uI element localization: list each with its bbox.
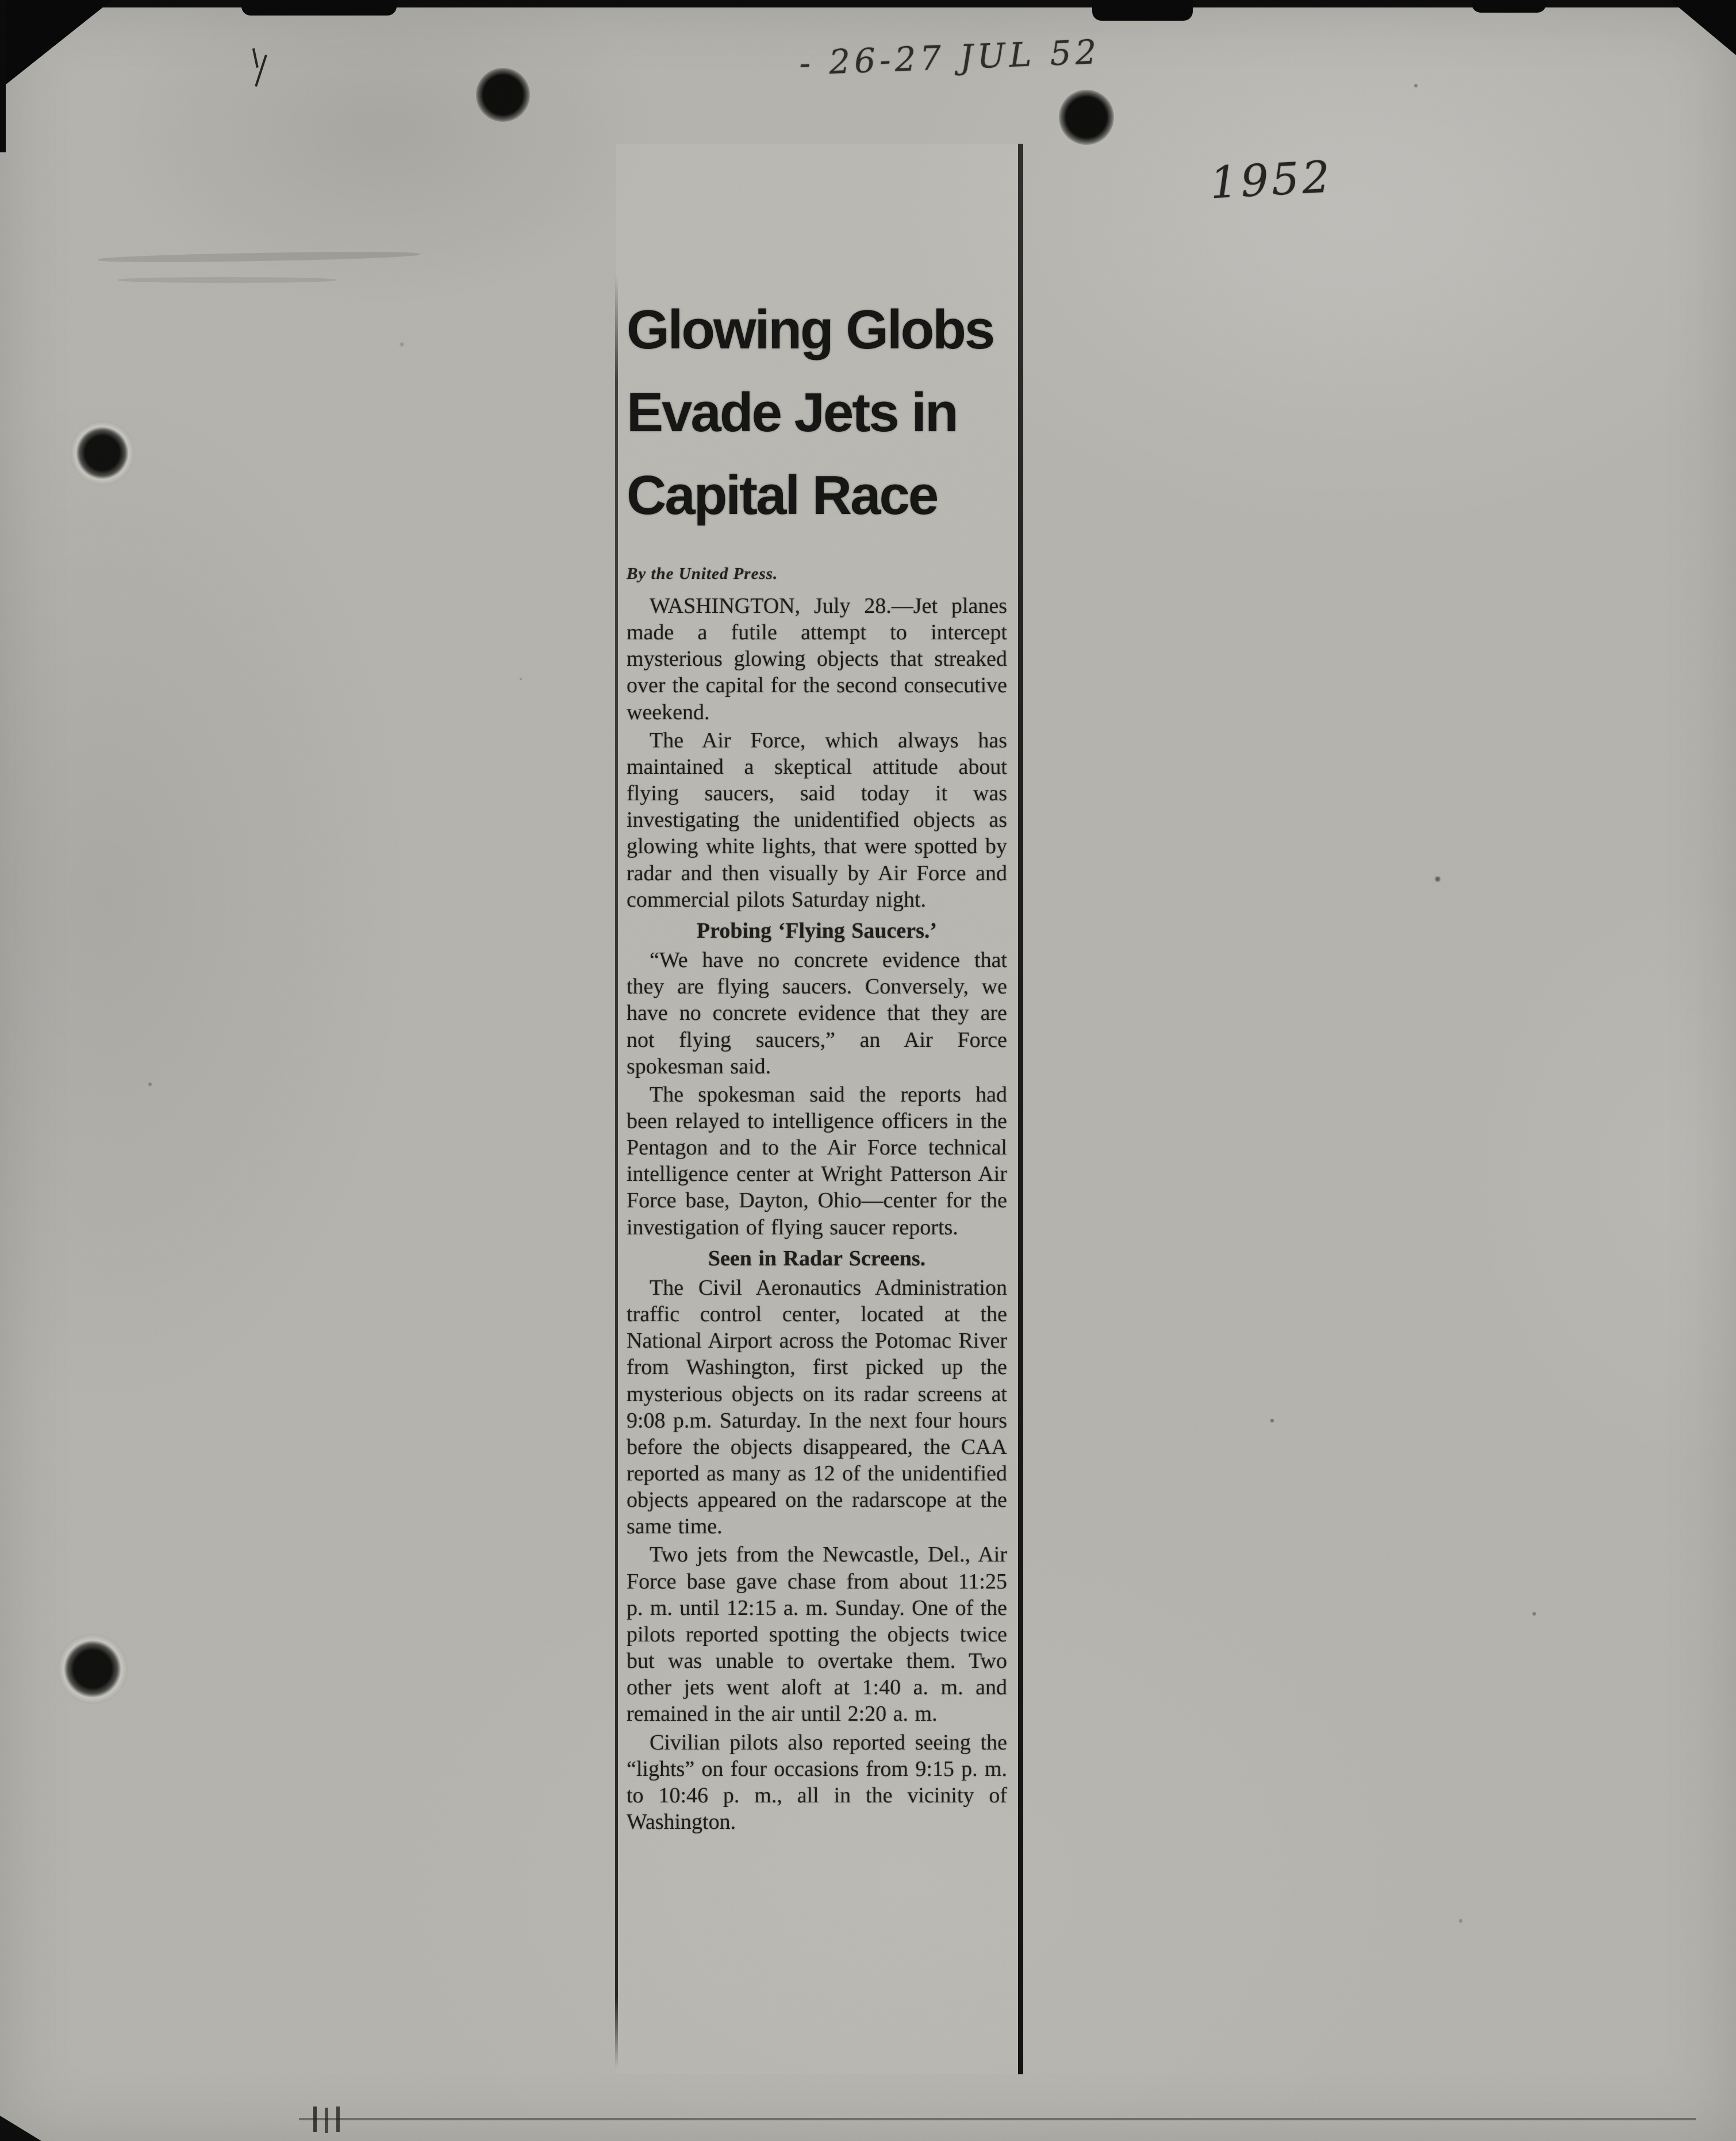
newspaper-clipping (616, 144, 1022, 2074)
headline-line: Evade Jets in (627, 382, 957, 443)
article-body (627, 593, 1007, 1835)
scan-edge-blob (1472, 0, 1546, 13)
punch-hole (1059, 90, 1114, 145)
scan-edge-left (0, 0, 6, 152)
scan-corner-bottom-left (0, 2116, 41, 2141)
headline-line: Capital Race (627, 465, 938, 526)
handwritten-year-note: 1952 (1208, 151, 1334, 209)
article-paragraph: The spokesman said the reports had been relayed to intelligence officers in the Pentagon and to the Air Force technical intelligence center at Wright Patterson Air Force base, Dayton, Ohio—center for the investigation of flying saucer reports. (627, 1082, 1007, 1240)
article-subhead: Seen in Radar Screens. (708, 1246, 926, 1271)
pencil-smudge (118, 277, 336, 283)
article-paragraph: The Air Force, which always has maintained a skeptical attitude about flying saucers, said today it was investigating the unidentified objects as glowing white lights, that were spotted by radar and then visually by Air Force and commercial pilots Saturday night. (627, 728, 1007, 912)
punch-hole (476, 68, 530, 122)
column-rule-left (615, 275, 618, 2069)
headline-line: Glowing Globs (627, 299, 994, 360)
scan-edge-blob (1092, 0, 1193, 21)
article-headline (627, 289, 1007, 537)
article-paragraph: WASHINGTON, July 28.—Jet planes made a futile attempt to intercept mysterious glowing objects that streaked over the capital for the second consecutive weekend. (627, 594, 1007, 724)
handwritten-date-note: - 26-27 JUL 52 (798, 32, 1101, 83)
punch-hole (57, 1634, 128, 1704)
scan-corner-top-right (1670, 0, 1736, 55)
scan-line-bottom (299, 2118, 1696, 2120)
article-paragraph: The Civil Aeronautics Administration traffic control center, located at the National Airport across the Potomac River from Washington, first picked up the mysterious objects on its radar screens at 9:08 p.m. Saturday. In the next four hours before the objects disappeared, the CAA reported as many as 12 of the unidentified objects appeared on the radarscope at the same time. (627, 1275, 1007, 1539)
article-paragraph: Civilian pilots also reported seeing the “lights” on four occasions from 9:15 p. m. to 10:46 p. m., all in the vicinity of Washington. (627, 1730, 1007, 1835)
scan-corner-top-left (0, 0, 112, 89)
punch-hole (70, 421, 135, 485)
ink-specks (0, 0, 1, 1)
article-subhead: Probing ‘Flying Saucers.’ (696, 918, 938, 943)
article-byline: By the United Press. (627, 565, 778, 583)
pen-mark (255, 55, 267, 87)
column-rule-right (1018, 144, 1023, 2074)
scan-edge-blob (241, 0, 397, 16)
scan-tick-marks (313, 2107, 317, 2132)
article-paragraph: Two jets from the Newcastle, Del., Air Force base gave chase from about 11:25 p. m. until 12:15 a. m. Sunday. One of the pilots reported spotting the objects twice but was unable to overtake them. Two other jets went aloft at 1:40 a. m. and remained in the air until 2:20 a. m. (627, 1543, 1007, 1726)
article-paragraph: “We have no concrete evidence that they are flying saucers. Conversely, we have no concrete evidence that they are not flying saucers,” an Air Force spokesman said. (627, 948, 1007, 1079)
pencil-smudge (98, 250, 420, 264)
